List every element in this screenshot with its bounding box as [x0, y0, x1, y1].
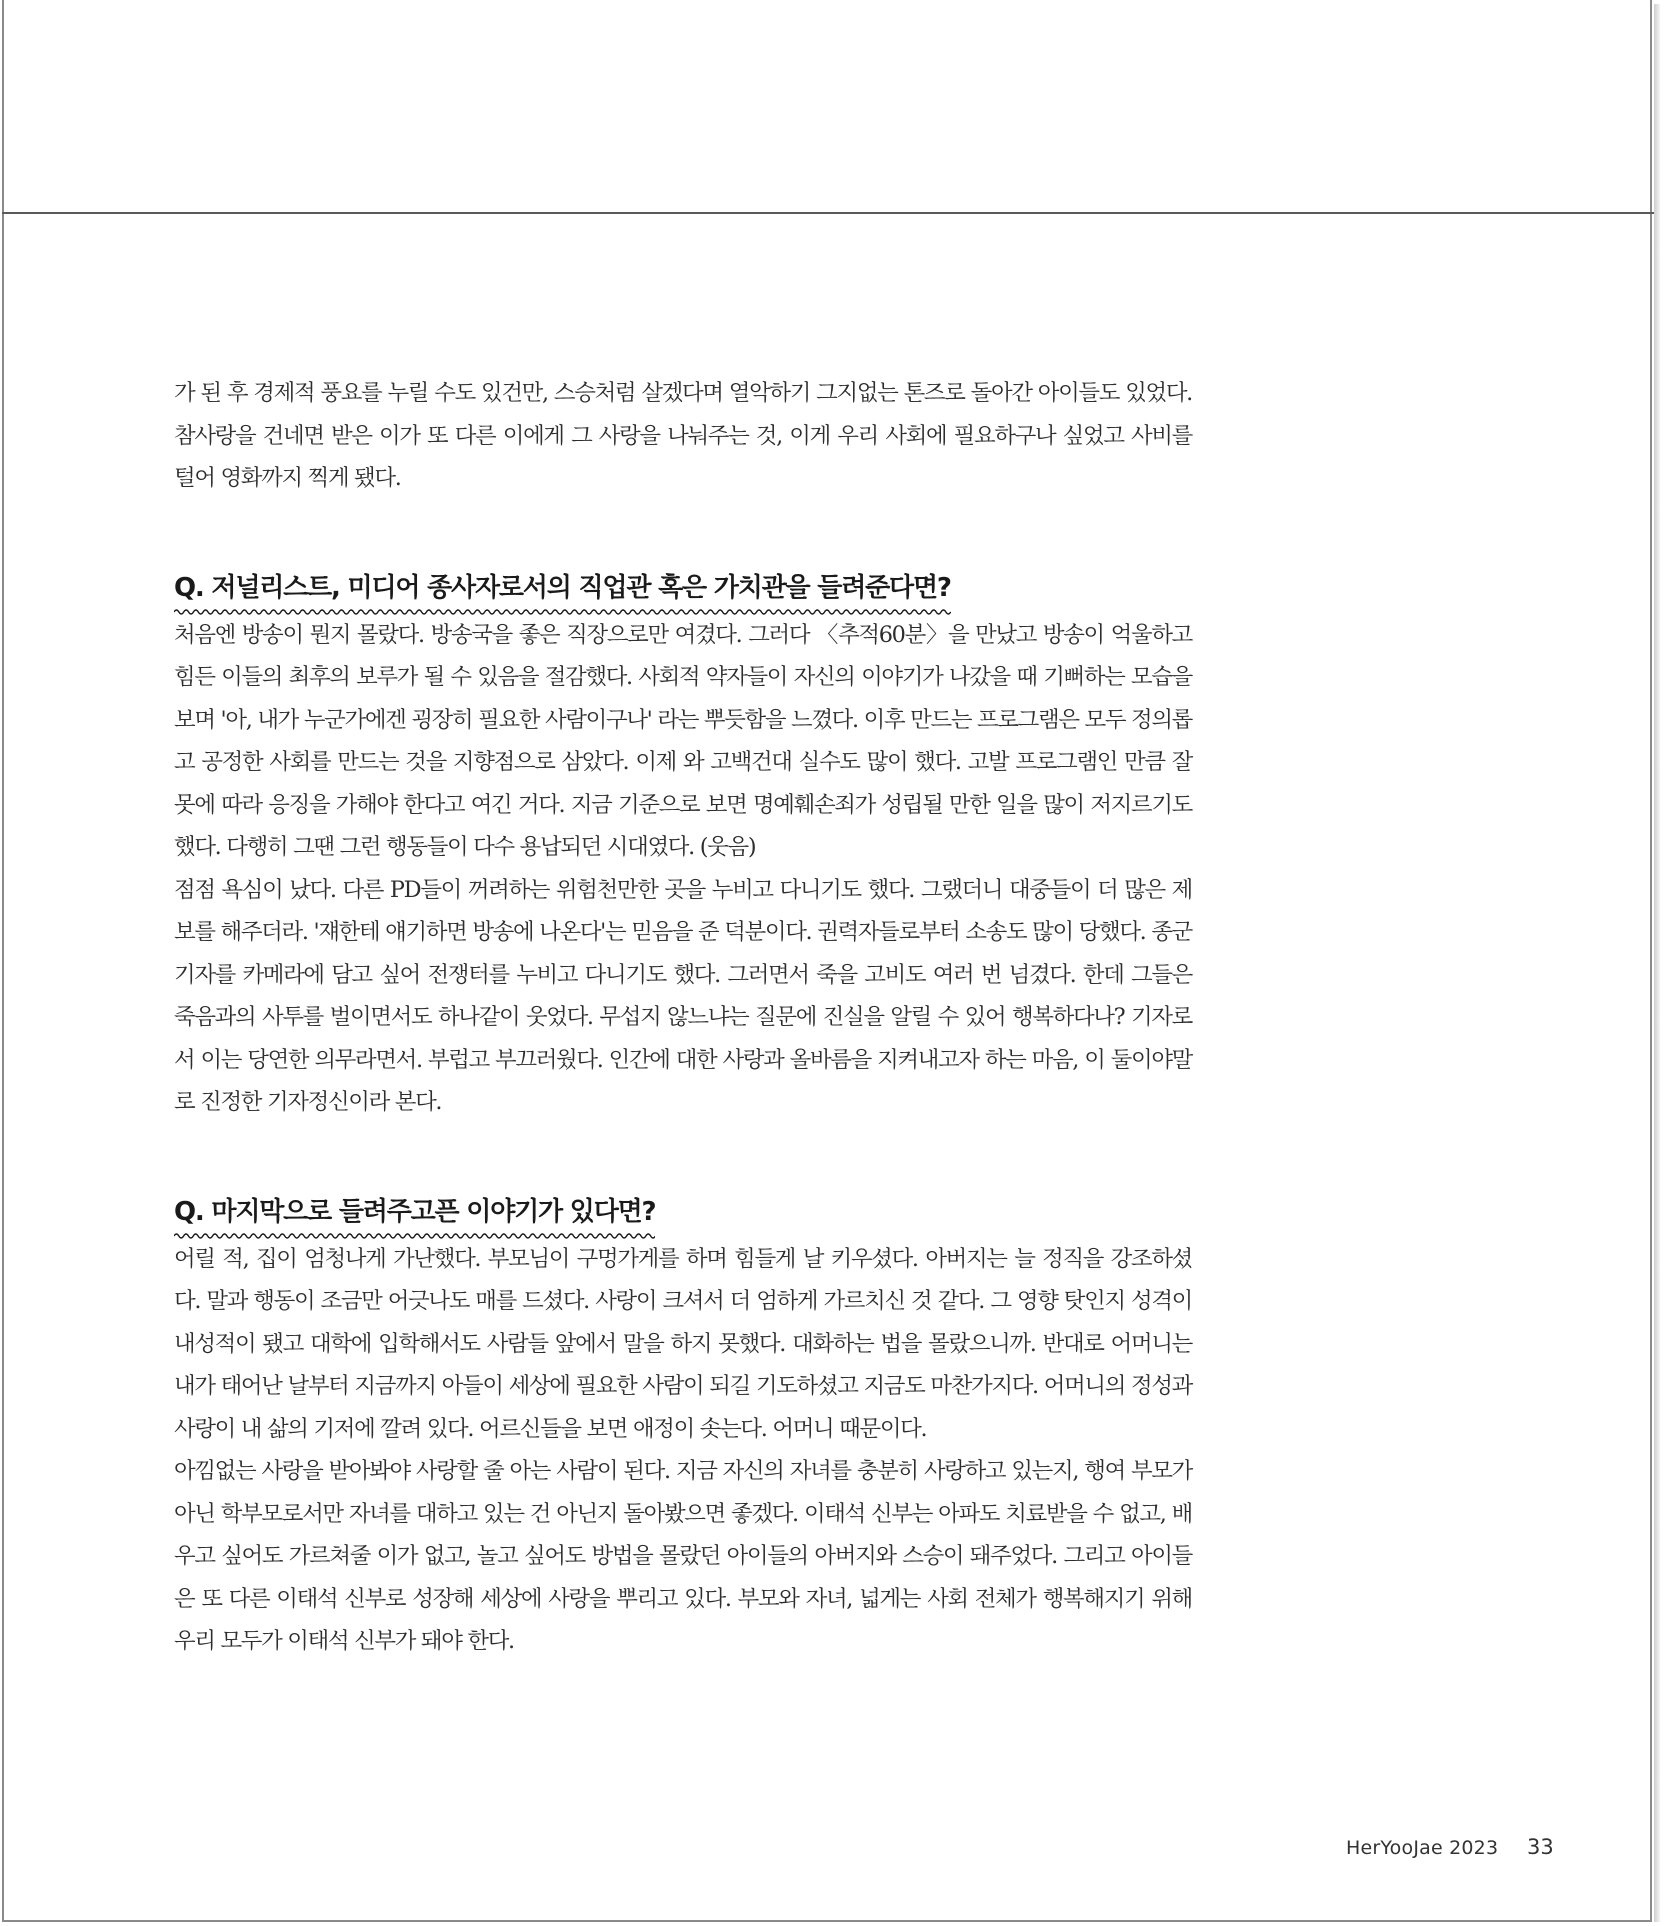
answer-2-paragraph-2: 아낌없는 사랑을 받아봐야 사랑할 줄 아는 사람이 된다. 지금 자신의 자녀를 충분히 사랑하고 있는지, 행여 부모가 아닌 학부모로서만 자녀를 대하고 있는 건 아닌지 돌아봤으면 좋겠다. 이태석 신부는 아파도 치료받을 수 없고, 배우고 싶어도 가르쳐줄 이가 없고, 놀고 싶어도 방법을 몰랐던 아이들의 아버지와 스승이 돼주었다. 그리고 아이들은 또 다른 이태석 신부로 성장해 세상에 사랑을 뿌리고 있다. 부모와 자녀, 넓게는 사회 전체가 행복해지기 위해 우리 모두가 이태석 신부가 돼야 한다. [174, 1458, 1192, 1654]
wavy-underline [174, 608, 951, 616]
intro-paragraph: 가 된 후 경제적 풍요를 누릴 수도 있건만, 스승처럼 살겠다며 열악하기 그지없는 톤즈로 돌아간 아이들도 있었다. 참사랑을 건네면 받은 이가 또 다른 이에게 그 사랑을 나눠주는 것, 이게 우리 사회에 필요하구나 싶었고 사비를 털어 영화까지 찍게 됐다. [174, 380, 1192, 491]
qa-section-2 [174, 1192, 1192, 1663]
answer-1-paragraph-1: 처음엔 방송이 뭔지 몰랐다. 방송국을 좋은 직장으로만 여겼다. 그러다 〈추적60분〉을 만났고 방송이 억울하고 힘든 이들의 최후의 보루가 될 수 있음을 절감했다. 사회적 약자들이 자신의 이야기가 나갔을 때 기뻐하는 모습을 보며 '아, 내가 누군가에겐 굉장히 필요한 사람이구나' 라는 뿌듯함을 느꼈다. 이후 만드는 프로그램은 모두 정의롭고 공정한 사회를 만드는 것을 지향점으로 삼았다. 이제 와 고백건대 실수도 많이 했다. 고발 프로그램인 만큼 잘못에 따라 응징을 가해야 한다고 여긴 거다. 지금 기준으로 보면 명예훼손죄가 성립될 만한 일을 많이 저지르기도 했다. 다행히 그땐 그런 행동들이 다수 용납되던 시대였다. (웃음) [174, 621, 1192, 860]
question-1-text: Q. 저널리스트, 미디어 종사자로서의 직업관 혹은 가치관을 들려준다면? [174, 572, 951, 603]
answer-2-paragraph-1: 어릴 적, 집이 엄청나게 가난했다. 부모님이 구멍가게를 하며 힘들게 날 키우셨다. 아버지는 늘 정직을 강조하셨다. 말과 행동이 조금만 어긋나도 매를 드셨다. 사랑이 크셔서 더 엄하게 가르치신 것 같다. 그 영향 탓인지 성격이 내성적이 됐고 대학에 입학해서도 사람들 앞에서 말을 하지 못했다. 대화하는 법을 몰랐으니까. 반대로 어머니는 내가 태어난 날부터 지금까지 아들이 세상에 필요한 사람이 되길 기도하셨고 지금도 마찬가지다. 어머니의 정성과 사랑이 내 삶의 기저에 깔려 있다. 어르신들을 보면 애정이 솟는다. 어머니 때문이다. [174, 1245, 1192, 1442]
qa-section-1 [174, 568, 1192, 1124]
answer-1-paragraph-2: 점점 욕심이 났다. 다른 PD들이 꺼려하는 위험천만한 곳을 누비고 다니기도 했다. 그랬더니 대중들이 더 많은 제보를 해주더라. '쟤한테 얘기하면 방송에 나온다'는 믿음을 준 덕분이다. 권력자들로부터 소송도 많이 당했다. 종군기자를 카메라에 담고 싶어 전쟁터를 누비고 다니기도 했다. 그러면서 죽을 고비도 여러 번 넘겼다. 한데 그들은 죽음과의 사투를 벌이면서도 하나같이 웃었다. 무섭지 않느냐는 질문에 진실을 알릴 수 있어 행복하다나? 기자로서 이는 당연한 의무라면서. 부럽고 부끄러웠다. 인간에 대한 사랑과 올바름을 지켜내고자 하는 마음, 이 둘이야말로 진정한 기자정신이라 본다. [174, 876, 1192, 1115]
question-1-heading [174, 568, 951, 614]
wavy-underline [174, 1232, 655, 1240]
footer-publication: HerYooJae 2023 [1346, 1837, 1499, 1859]
page-number: 33 [1527, 1835, 1554, 1859]
page-shadow [1654, 4, 1660, 1922]
question-2-heading [174, 1192, 655, 1238]
header-rule [2, 212, 1654, 214]
question-2-text: Q. 마지막으로 들려주고픈 이야기가 있다면? [174, 1196, 656, 1227]
article-body [174, 372, 1192, 1663]
